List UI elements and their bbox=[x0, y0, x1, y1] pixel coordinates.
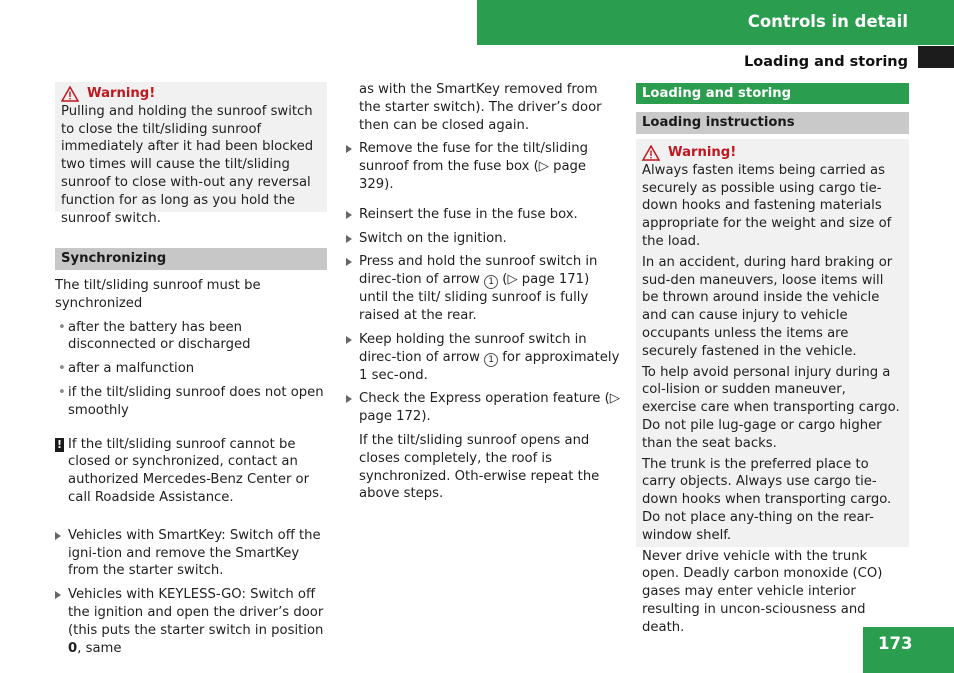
step-arrow-icon bbox=[346, 145, 352, 153]
step-keep-holding: Keep holding the sunroof switch in direc-tion of arrow 1 for approximately 1 sec-ond. bbox=[346, 331, 620, 385]
thumb-index-tab bbox=[918, 46, 954, 68]
warning-heading bbox=[61, 85, 321, 103]
warning-paragraph: Always fasten items being carried as securely as possible using cargo tie-down hooks and fastening materials appropriate for the weight and size of the load. bbox=[642, 162, 892, 249]
step-smartkey: Vehicles with SmartKey: Switch off the igni-tion and remove the SmartKey from the starter switch. bbox=[55, 527, 327, 580]
list-item: • after a malfunction bbox=[58, 361, 195, 377]
step-arrow-icon bbox=[346, 211, 352, 219]
section-title: Controls in detail bbox=[747, 12, 908, 31]
step-arrow-icon bbox=[346, 258, 352, 266]
loading-storing-heading: Loading and storing bbox=[636, 83, 909, 104]
step-remove-fuse: Remove the fuse for the tilt/sliding sunroof from the fuse box (▷ page 329). bbox=[346, 140, 620, 193]
step-press-hold: Press and hold the sunroof switch in direc-tion of arrow 1 (▷ page 171) until the tilt/ sliding sunroof is fully raised at the rear. bbox=[346, 253, 620, 324]
step-check-express: Check the Express operation feature (▷ page 172). bbox=[346, 390, 620, 426]
note-text: If the tilt/sliding sunroof cannot be closed or synchronized, contact an authorized Mercedes-Benz Center or call Roadside Assistance. bbox=[68, 436, 310, 505]
step-arrow-icon bbox=[346, 235, 352, 243]
step-arrow-icon bbox=[55, 532, 61, 540]
page-ref-link[interactable]: ▷ page 329 bbox=[359, 159, 587, 192]
warning-paragraph: Never drive vehicle with the trunk open. Deadly carbon monoxide (CO) gases may enter vehicle interior resulting in uncon-sciousness and death. bbox=[642, 548, 883, 635]
warning-text: Pulling and holding the sunroof switch to close the tilt/sliding sunroof immediately after it had been blocked two times will cause the tilt/sliding sunroof to close with-out any reversal function for as long as you hold the sunroof switch. bbox=[61, 103, 314, 226]
warning-box-cargo bbox=[636, 139, 909, 635]
warning-box-sunroof bbox=[55, 82, 327, 226]
list-item: • if the tilt/sliding sunroof does not open smoothly bbox=[58, 384, 324, 418]
circled-number-icon: 1 bbox=[484, 353, 498, 367]
step-switch-ignition: Switch on the ignition. bbox=[346, 230, 620, 248]
step-arrow-icon bbox=[346, 395, 352, 403]
closing-text: If the tilt/sliding sunroof opens and closes completely, the roof is synchronized. Oth-erwise repeat the above steps. bbox=[359, 432, 600, 502]
subsection-title: Loading and storing bbox=[744, 54, 908, 70]
circled-number-icon: 1 bbox=[484, 275, 498, 289]
column-2-body bbox=[346, 81, 620, 503]
step-arrow-icon bbox=[55, 591, 61, 599]
step-arrow-icon bbox=[346, 336, 352, 344]
sync-intro: The tilt/sliding sunroof must be synchronized bbox=[55, 278, 261, 311]
synchronizing-body bbox=[55, 277, 327, 663]
page-ref-link[interactable]: ▷ page 171 bbox=[507, 272, 585, 288]
step-keyless-go: Vehicles with KEYLESS-GO: Switch off the ignition and open the driver’s door (this puts the starter switch in position 0, same bbox=[55, 586, 327, 657]
loading-instructions-heading: Loading instructions bbox=[636, 112, 909, 134]
warning-paragraph: The trunk is the preferred place to carry objects. Always use cargo tie-down hooks when transporting cargo. Do not place any-thing on the rear-window shelf. bbox=[642, 456, 892, 543]
warning-label: Warning! bbox=[668, 145, 737, 160]
page-number: 173 bbox=[863, 627, 954, 673]
sync-conditions-list bbox=[55, 319, 327, 420]
list-item: • after the battery has been disconnected or discharged bbox=[58, 319, 251, 353]
warning-paragraph: In an accident, during hard braking or sud-den maneuvers, loose items will be thrown around inside the vehicle and can cause injury to vehicle occupants unless the items are securely fastened in the vehicle. bbox=[642, 254, 893, 359]
warning-label: Warning! bbox=[87, 86, 156, 101]
position-zero: 0 bbox=[68, 640, 78, 656]
warning-paragraph: To help avoid personal injury during a col-lision or sudden maneuver, exercise care when transporting cargo. Do not pile lug-gage or cargo higher than the seat backs. bbox=[642, 364, 900, 451]
synchronizing-heading: Synchronizing bbox=[55, 248, 327, 270]
warning-triangle-icon bbox=[61, 86, 79, 102]
page-ref-link[interactable]: ▷ page 172 bbox=[359, 391, 620, 425]
note-block bbox=[55, 436, 327, 507]
continued-text: as with the SmartKey removed from the starter switch). The driver’s door then can be closed again. bbox=[359, 82, 602, 133]
step-reinsert-fuse: Reinsert the fuse in the fuse box. bbox=[346, 206, 620, 224]
warning-triangle-icon bbox=[642, 145, 660, 161]
warning-heading bbox=[642, 144, 903, 162]
section-header-bar bbox=[477, 0, 954, 45]
exclamation-note-icon: ! bbox=[56, 437, 63, 451]
